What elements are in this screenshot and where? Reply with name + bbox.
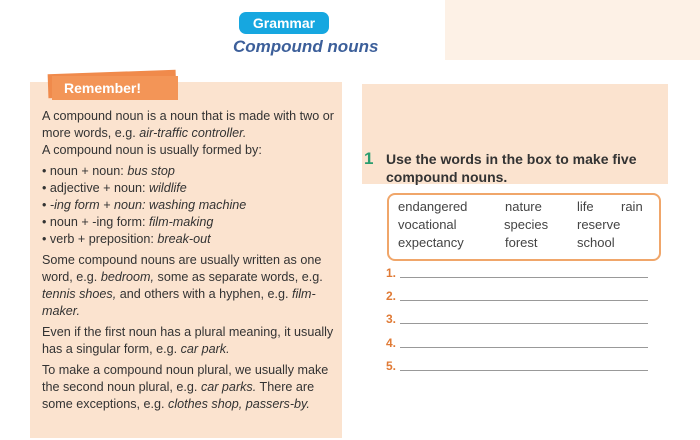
word: life xyxy=(577,199,594,214)
word: species xyxy=(504,217,549,232)
answer-line-1[interactable]: 1. xyxy=(386,264,648,280)
grammar-tag: Grammar xyxy=(239,12,329,34)
word: rain xyxy=(621,199,643,214)
answer-line-2[interactable]: 2. xyxy=(386,287,648,303)
paragraph: Even if the first noun has a plural meaning, it usually has a singular form, e.g. car park. xyxy=(42,325,334,356)
word: nature xyxy=(505,199,542,214)
word: endangered xyxy=(398,199,468,214)
list-item: • noun + -ing form: film-making xyxy=(42,214,338,231)
word: school xyxy=(577,235,615,250)
answer-line-3[interactable]: 3. xyxy=(386,310,648,326)
list-item: • adjective + noun: wildlife xyxy=(42,180,338,197)
exercise-number: 1 xyxy=(364,149,374,168)
word: forest xyxy=(505,235,538,250)
list-item: • noun + noun: bus stop xyxy=(42,163,338,180)
exercise-instruction: Use the words in the box to make five compound nouns. xyxy=(386,151,637,185)
word: vocational xyxy=(398,217,457,232)
remember-label: Remember! xyxy=(52,76,178,100)
text: A compound noun is a noun that is made with two or more words, e.g. xyxy=(42,109,334,140)
paragraph: To make a compound noun plural, we usually make the second noun plural, e.g. car parks. There are some exceptions, e.g. clothes shop, passers-by. xyxy=(42,363,329,411)
answer-line-5[interactable]: 5. xyxy=(386,357,648,373)
page-title: Compound nouns xyxy=(233,37,379,56)
paragraph: Some compound nouns are usually written as one word, e.g. bedroom, some as separate words, e.g. tennis shoes, and others with a hyphen, e.g. film-maker. xyxy=(42,253,323,318)
word: reserve xyxy=(577,217,621,232)
example: air-traffic controller. xyxy=(139,126,247,140)
text: A compound noun is usually formed by: xyxy=(42,143,262,157)
list-item: • verb + preposition: break-out xyxy=(42,231,338,248)
list-item: • -ing form + noun: washing machine xyxy=(42,197,338,214)
word: expectancy xyxy=(398,235,464,250)
remember-text xyxy=(42,108,338,417)
answer-line-4[interactable]: 4. xyxy=(386,334,648,350)
